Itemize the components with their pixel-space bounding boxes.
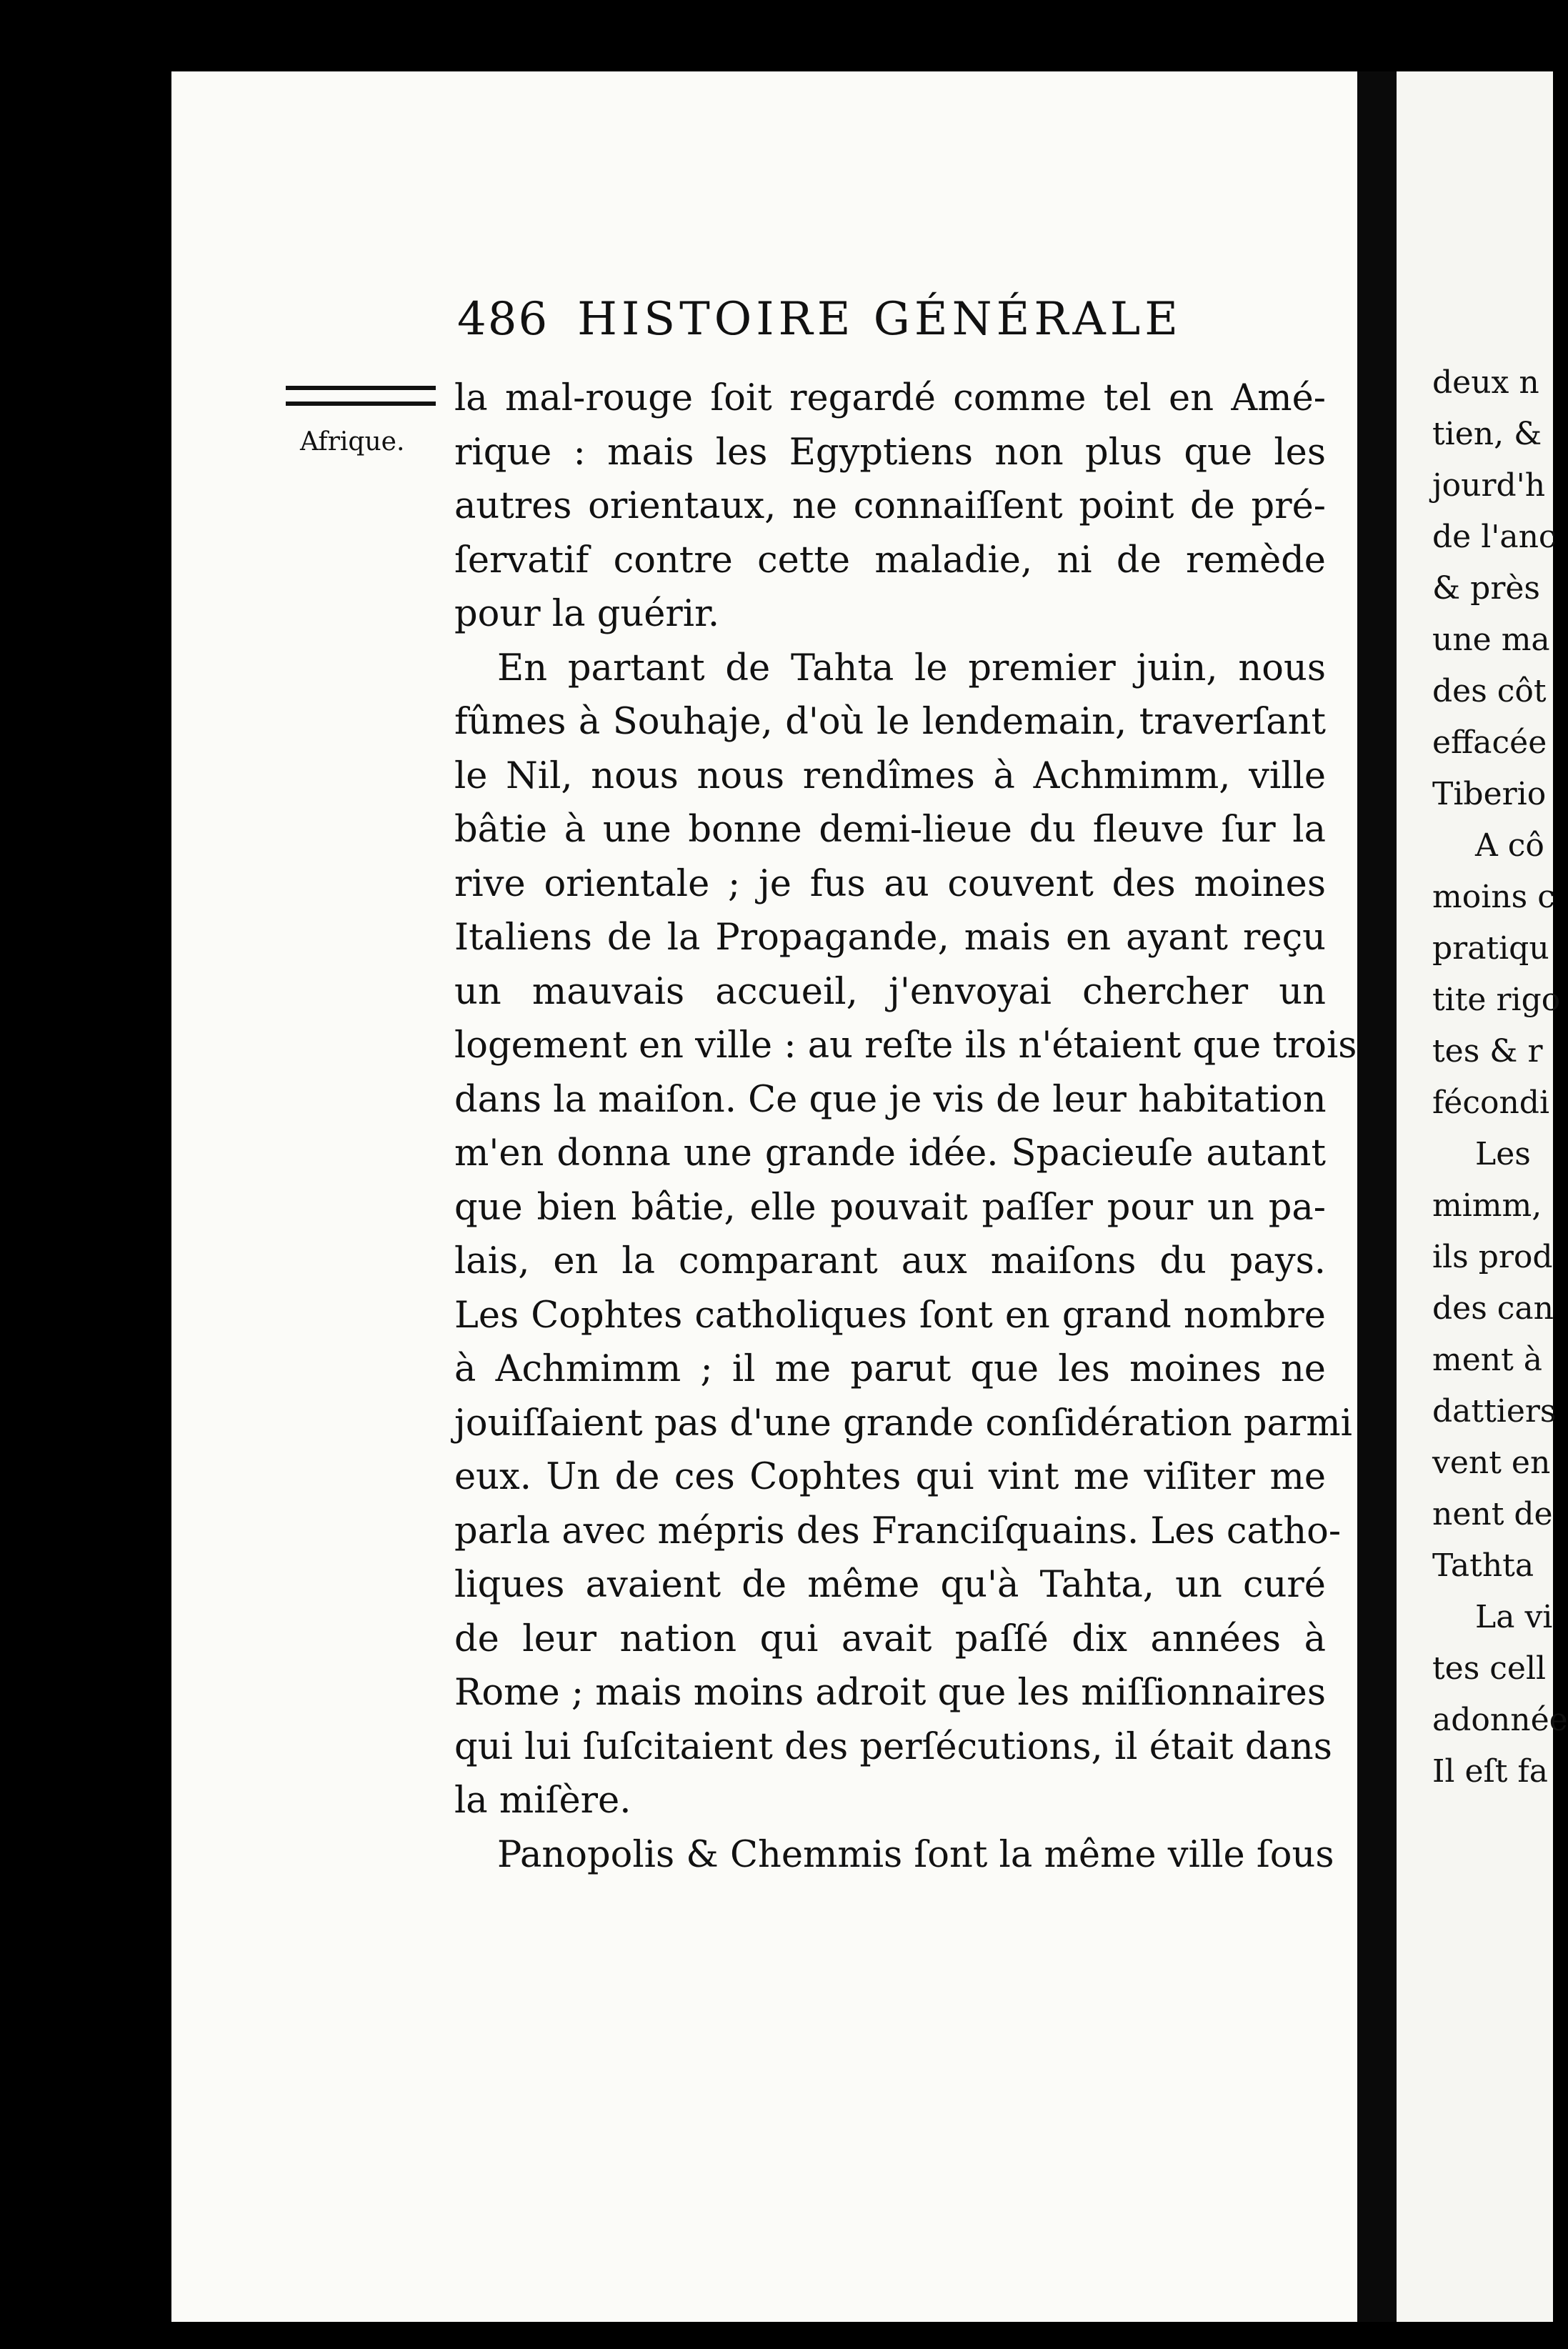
text-line: m'en donna une grande idée. Spacieuſe autant (454, 1132, 1326, 1174)
text-line: bâtie à une bonne demi-lieue du fleuve ſur la (454, 809, 1326, 851)
right-page-line: Les (1475, 1136, 1531, 1172)
page-number: 486 (457, 293, 549, 346)
right-page-line: de l'anc (1432, 519, 1557, 555)
text-line: Panopolis & Chemmis ſont la même ville ſous (497, 1833, 1334, 1876)
text-line: En partant de Tahta le premier juin, nous (497, 647, 1326, 689)
text-line: Italiens de la Propagande, mais en ayant reçu (454, 917, 1326, 959)
right-page-line: ment à (1432, 1342, 1542, 1378)
text-line: Rome ; mais moins adroit que les miſſionnaires (454, 1672, 1326, 1714)
right-page-line: A cô (1475, 827, 1544, 864)
text-line: la miſère. (454, 1780, 631, 1822)
right-page-line: mimm, (1432, 1187, 1542, 1224)
running-title: HISTOIRE GÉNÉRALE (577, 293, 1182, 346)
text-line: de leur nation qui avait paſſé dix années à (454, 1617, 1326, 1660)
right-page-line: pratiqu (1432, 930, 1549, 967)
text-line: la mal-rouge ſoit regardé comme tel en Amé- (454, 377, 1326, 419)
text-line: qui lui ſuſcitaient des perſécutions, il était dans (454, 1725, 1332, 1768)
right-page-line: effacée (1432, 724, 1547, 761)
text-line: dans la maiſon. Ce que je vis de leur habitation (454, 1078, 1327, 1121)
right-page-line: tes & r (1432, 1033, 1543, 1069)
text-line: le Nil, nous nous rendîmes à Achmimm, ville (454, 754, 1326, 797)
text-line: Les Cophtes catholiques ſont en grand nombre (454, 1294, 1326, 1337)
right-page-line: nent de (1432, 1496, 1553, 1532)
right-page-line: fécondi (1432, 1084, 1550, 1121)
right-page-line: une ma (1432, 622, 1550, 658)
margin-note: Afrique. (300, 427, 405, 457)
right-page-line: des can (1432, 1290, 1554, 1327)
text-line: fûmes à Souhaje, d'où le lendemain, traverſant (454, 701, 1326, 743)
text-line: que bien bâtie, elle pouvait paſſer pour un pa- (454, 1186, 1326, 1229)
marginal-rule (286, 386, 436, 406)
text-line: rive orientale ; je fus au couvent des moines (454, 862, 1326, 905)
text-line: parla avec mépris des Franciſquains. Les catho- (454, 1510, 1342, 1552)
right-page-line: Tathta (1432, 1547, 1534, 1584)
right-page-line: La vi (1475, 1599, 1553, 1635)
right-page-line: jourd'h (1432, 467, 1546, 504)
right-page-line: dattiers (1432, 1393, 1557, 1430)
text-line: à Achmimm ; il me parut que les moines ne (454, 1348, 1326, 1390)
right-page-line: vent en (1432, 1445, 1551, 1481)
body-text (454, 371, 1357, 1882)
right-page-line: deux n (1432, 364, 1539, 401)
running-header (457, 293, 1182, 346)
text-line: pour la guérir. (454, 593, 720, 635)
book-gutter (1357, 71, 1397, 2322)
right-page-line: des côt (1432, 673, 1547, 709)
text-line: eux. Un de ces Cophtes qui vint me viſiter me (454, 1456, 1326, 1498)
text-line: autres orientaux, ne connaiſſent point de pré- (454, 485, 1326, 527)
text-line: liques avaient de même qu'à Tahta, un curé (454, 1564, 1326, 1606)
right-page-line: adonnée (1432, 1702, 1568, 1738)
right-page-line: tite rigo (1432, 982, 1561, 1018)
right-page-line: & près (1432, 570, 1540, 607)
text-line: lais, en la comparant aux maiſons du pays. (454, 1240, 1326, 1282)
right-page-line: tes cell (1432, 1650, 1547, 1687)
right-page-line: moins c (1432, 879, 1555, 915)
text-line: rique : mais les Egyptiens non plus que les (454, 431, 1326, 474)
right-page-line: Il eſt fa (1432, 1753, 1548, 1790)
right-page-line: tien, & (1432, 416, 1542, 452)
text-line: ſervatif contre cette maladie, ni de remède (454, 539, 1326, 582)
right-page-line: Tiberio (1432, 776, 1547, 812)
text-line: jouiſſaient pas d'une grande conſidération parmi (454, 1402, 1352, 1445)
text-line: logement en ville : au reſte ils n'étaient que trois (454, 1024, 1357, 1067)
text-line: un mauvais accueil, j'envoyai chercher un (454, 970, 1326, 1013)
right-page-line: ils prod (1432, 1239, 1553, 1275)
right-page-text (1432, 357, 1568, 1797)
